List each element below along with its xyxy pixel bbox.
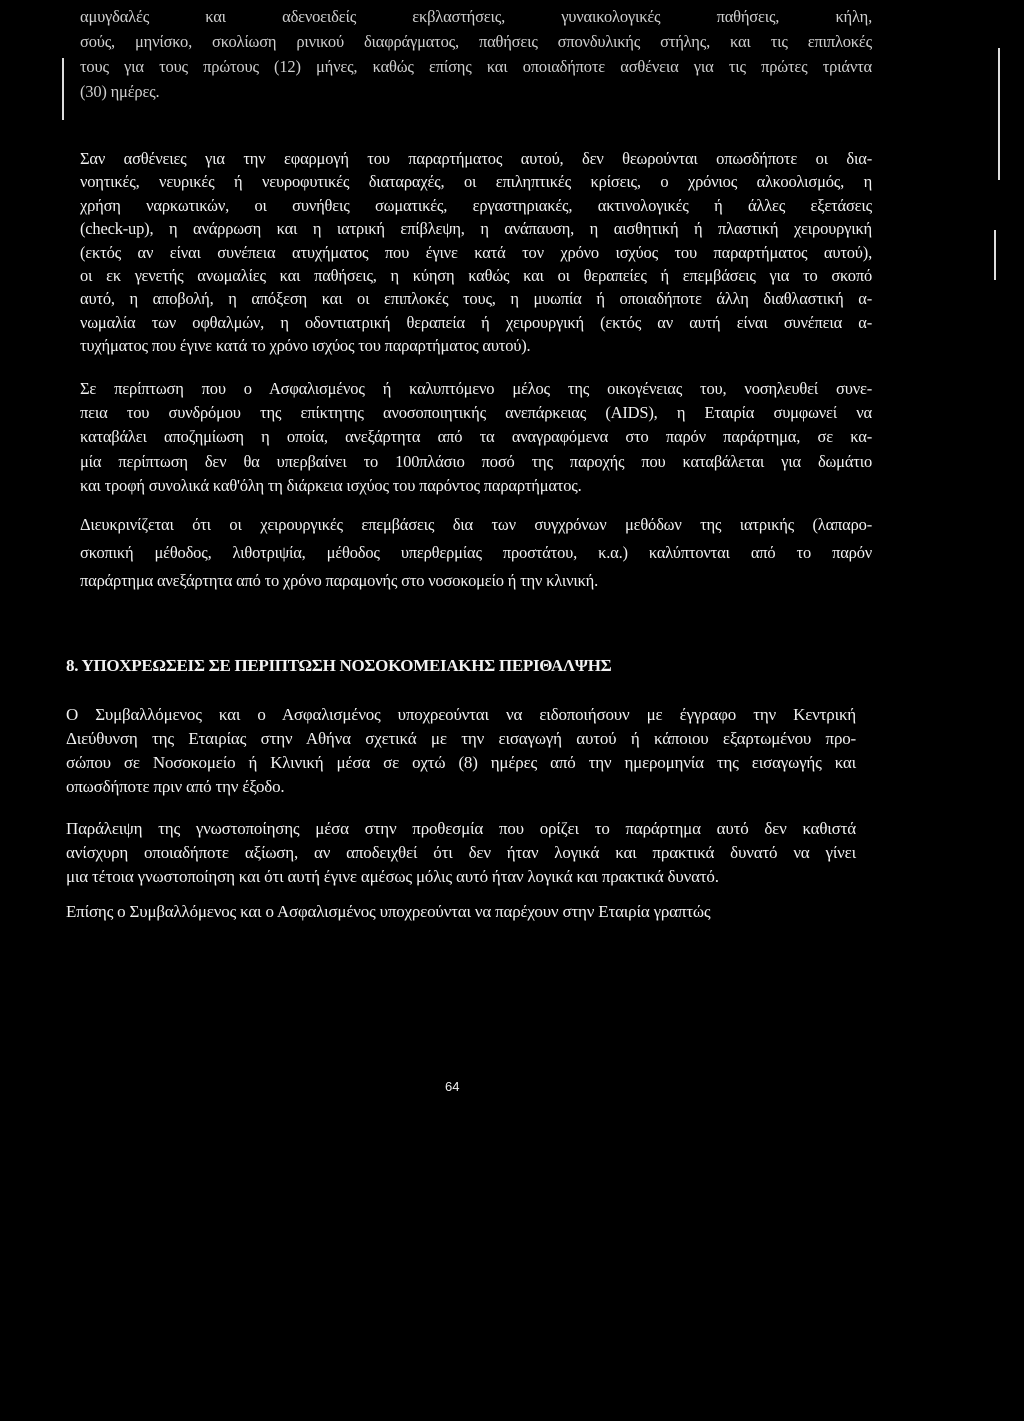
text-line: τους για τους πρώτους (12) μήνες, καθώς επίσης και οποιαδήποτε ασθένεια για τις πρώτες τριάντα	[80, 57, 872, 76]
text-line: σώπου σε Νοσοκομείο ή Κλινική μέσα σε οχτώ (8) ημέρες από την ημερομηνία της εισαγωγής και	[66, 753, 856, 772]
text-line: ανίσχυρη οποιαδήποτε αξίωση, αν αποδειχθεί ότι δεν ήταν λογικά και πρακτικά δυνατό να γίνει	[66, 843, 856, 862]
text-line: μία περίπτωση δεν θα υπερβαίνει το 100πλάσιο ποσό της παροχής που καταβάλεται για δωμάτιο	[80, 451, 872, 471]
text-line: Διεύθυνση της Εταιρίας στην Αθήνα σχετικά με την εισαγωγή αυτού ή κάποιου εξαρτωμένου προ-	[66, 729, 856, 748]
text-line: σκοπική μέθοδος, λιθοτριψία, μέθοδος υπερθερμίας προστάτου, κ.α.) καλύπτονται από το παρόν	[80, 543, 872, 562]
text-line: (εκτός αν είναι συνέπεια ατυχήματος που έγινε κατά τον χρόνο ισχύος του παραρτήματος αυτού),	[80, 242, 872, 262]
text-line: πεια του συνδρόμου της επίκτητης ανοσοποιητικής ανεπάρκειας (AIDS), η Εταιρία συμφωνεί να	[80, 403, 872, 423]
text-line: αυτό, η αποβολή, η απόξεση και οι επιπλοκές τους, η μυωπία ή οποιαδήποτε άλλη διαθλαστική α-	[80, 289, 872, 309]
text-line: Σαν ασθένειες για την εφαρμογή του παραρτήματος αυτού, δεν θεωρούνται οπωσδήποτε οι δια-	[80, 149, 872, 168]
paragraph-exclusions-intro	[80, 4, 872, 104]
text-line: μια τέτοια γνωστοποίηση και ότι αυτή έγινε αμέσως μόλις αυτό ήταν λογικά και πρακτικά δυνατό.	[66, 867, 719, 886]
paragraph-omission	[66, 817, 856, 889]
page-number: 64	[445, 1079, 460, 1094]
text-line: αμυγδαλές και αδενοειδείς εκβλαστήσεις, γυναικολογικές παθήσεις, κήλη,	[80, 7, 872, 26]
paragraph-non-covered-illnesses	[80, 147, 872, 358]
text-line: Διευκρινίζεται ότι οι χειρουργικές επεμβάσεις δια των συγχρόνων μεθόδων της ιατρικής (λαπαρο-	[80, 515, 872, 534]
text-line: οπωσδήποτε πριν από την έξοδο.	[66, 777, 285, 796]
text-line: παράρτημα ανεξάρτητα από το χρόνο παραμονής στο νοσοκομείο ή την κλινική.	[80, 571, 599, 590]
text-line: οι εκ γενετής ανωμαλίες και παθήσεις, η κύηση καθώς και οι θεραπείες ή επεμβάσεις για το σκοπό	[80, 266, 872, 286]
text-line: σούς, μηνίσκο, σκολίωση ρινικού διαφράγματος, παθήσεις σπονδυλικής στήλης, και τις επιπλοκές	[80, 32, 872, 51]
text-line: και τροφή συνολικά καθ'όλη τη διάρκεια ισχύος του παρόντος παραρτήματος.	[80, 475, 582, 495]
text-line: τυχήματος που έγινε κατά το χρόνο ισχύος του παραρτήματος αυτού).	[80, 336, 531, 356]
section-heading: 8. ΥΠΟΧΡΕΩΣΕΙΣ ΣΕ ΠΕΡΙΠΤΩΣΗ ΝΟΣΟΚΟΜΕΙΑΚΗΣ ΠΕΡΙΘΑΛΨΗΣ	[66, 656, 612, 675]
text-line: καταβάλει αποζημίωση η οποία, ανεξάρτητα από τα αναγραφόμενα στο παρόν παράρτημα, σε κα-	[80, 427, 872, 447]
paragraph-modern-methods	[80, 511, 872, 595]
text-line: χρήση ναρκωτικών, οι συνήθεις σωματικές, εργαστηριακές, ακτινολογικές ή άλλες εξετάσεις	[80, 195, 872, 215]
text-line: Ο Συμβαλλόμενος και ο Ασφαλισμένος υποχρεούνται να ειδοποιήσουν με έγγραφο την Κεντρική	[66, 705, 856, 724]
text-line: νωμαλία των οφθαλμών, η οδοντιατρική θεραπεία ή χειρουργική (εκτός αν αυτή είναι συνέπεια α-	[80, 312, 872, 332]
text-line: Επίσης ο Συμβαλλόμενος και ο Ασφαλισμένος υποχρεούνται να παρέχουν στην Εταιρία γραπτώς	[66, 902, 711, 921]
scan-edge-right	[998, 48, 1000, 180]
text-line: νοητικές, νευρικές ή νευροφυτικές διαταραχές, οι επιληπτικές κρίσεις, ο χρόνιος αλκοολισμός, η	[80, 172, 872, 192]
scan-edge-right-2	[994, 230, 996, 280]
paragraph-also	[66, 900, 856, 924]
text-line: (check-up), η ανάρρωση και η ιατρική επίβλεψη, η ανάπαυση, η αισθητική ή πλαστική χειρουργική	[80, 219, 872, 239]
scan-edge-left	[62, 58, 64, 120]
text-line: Σε περίπτωση που ο Ασφαλισμένος ή καλυπτόμενο μέλος της οικογένειας του, νοσηλευθεί συνε-	[80, 379, 872, 398]
paragraph-notification	[66, 703, 856, 799]
text-line: (30) ημέρες.	[80, 82, 160, 101]
text-line: Παράλειψη της γνωστοποίησης μέσα στην προθεσμία που ορίζει το παράρτημα αυτό δεν καθιστά	[66, 819, 856, 838]
paragraph-aids	[80, 377, 872, 498]
